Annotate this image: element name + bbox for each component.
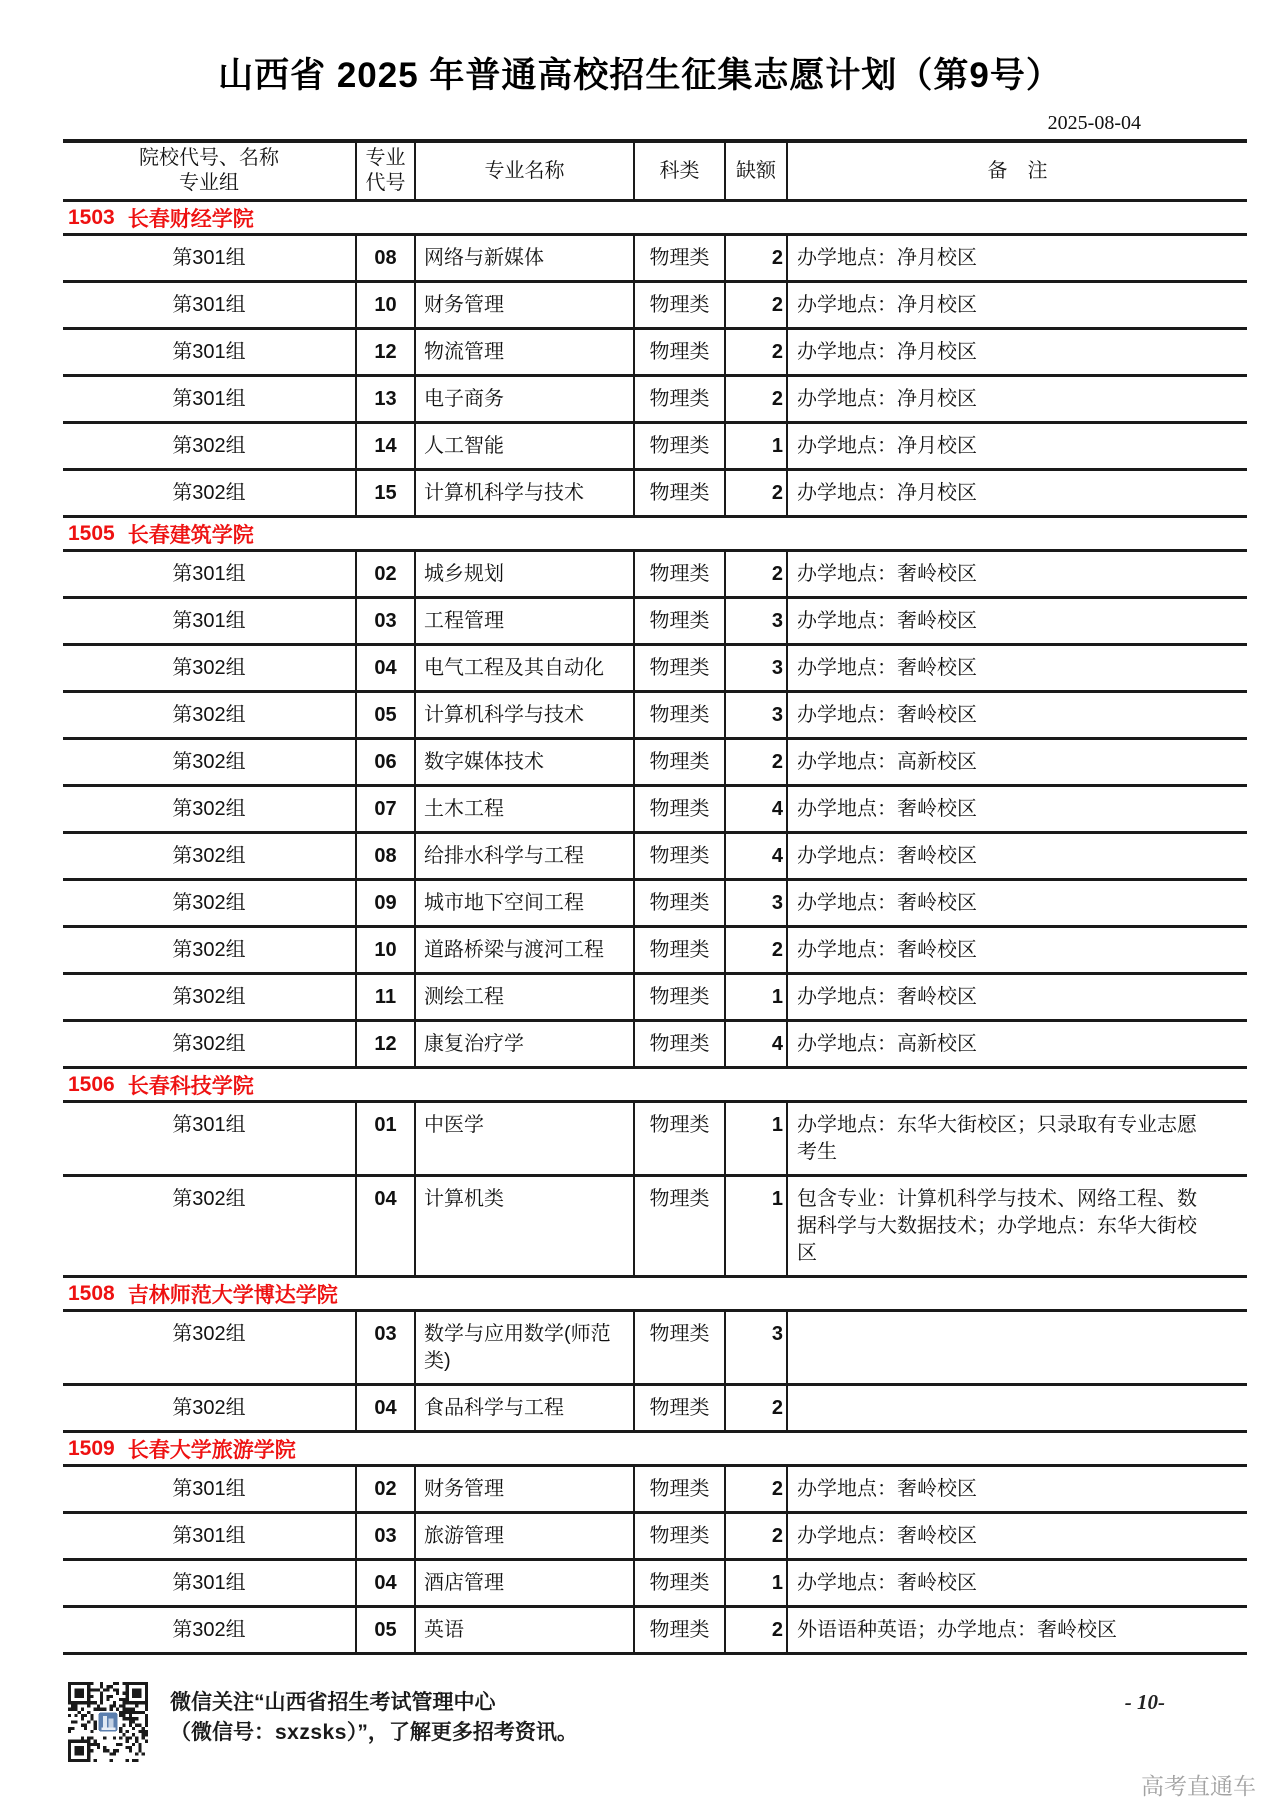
table-row (63, 693, 1247, 740)
cell-major-code: 08 (357, 236, 416, 280)
footer-note (170, 1688, 578, 1748)
cell-note: 外语语种英语；办学地点：奢岭校区 (797, 1619, 1117, 1641)
cell-vacancy: 1 (726, 1561, 788, 1605)
cell-major-name: 数字媒体技术 (416, 740, 635, 784)
cell-vacancy: 2 (726, 377, 788, 421)
cell-major-code: 04 (357, 646, 416, 690)
cell-group: 第302组 (63, 1608, 357, 1652)
table-row (63, 424, 1247, 471)
column-header-college-line2: 专业组 (179, 172, 239, 194)
cell-major-code: 10 (357, 928, 416, 972)
cell-major-code: 05 (357, 693, 416, 737)
column-header-note (788, 143, 1247, 199)
cell-major-name: 财务管理 (416, 283, 635, 327)
cell-vacancy: 2 (726, 330, 788, 374)
table-row (63, 236, 1247, 283)
table-row (63, 1312, 1247, 1386)
cell-category: 物理类 (635, 693, 726, 737)
cell-note (788, 1312, 1247, 1383)
cell-vacancy: 4 (726, 787, 788, 831)
column-header-vacancy (726, 143, 788, 199)
cell-major-name: 酒店管理 (416, 1561, 635, 1605)
cell-vacancy: 1 (726, 424, 788, 468)
cell-major-code: 06 (357, 740, 416, 784)
column-header-major-name (416, 143, 635, 199)
cell-note (788, 1386, 1247, 1430)
cell-major-name: 道路桥梁与渡河工程 (416, 928, 635, 972)
cell-note: 包含专业：计算机科学与技术、网络工程、数据科学与大数据技术；办学地点：东华大街校区 (797, 1188, 1197, 1264)
table-row (63, 1467, 1247, 1514)
column-header-note-label: 备 注 (987, 159, 1048, 182)
table-row (63, 283, 1247, 330)
cell-major-code: 15 (357, 471, 416, 515)
section-code: 1508 (68, 1281, 115, 1305)
cell-major-name: 电气工程及其自动化 (416, 646, 635, 690)
column-header-college-line1: 院校代号、名称 (139, 147, 279, 169)
section-code: 1506 (68, 1072, 115, 1096)
table-row (63, 881, 1247, 928)
cell-vacancy: 4 (726, 1022, 788, 1066)
table-row (63, 1561, 1247, 1608)
cell-major-code: 12 (357, 1022, 416, 1066)
cell-note: 办学地点：净月校区 (797, 482, 977, 504)
table-header-row (63, 143, 1247, 202)
cell-major-code: 07 (357, 787, 416, 831)
wechat-id: sxzsks (275, 1721, 347, 1744)
cell-vacancy: 2 (726, 552, 788, 596)
cell-major-code: 04 (357, 1561, 416, 1605)
cell-major-code: 04 (357, 1386, 416, 1430)
cell-category: 物理类 (635, 330, 726, 374)
cell-note: 办学地点：净月校区 (797, 294, 977, 316)
cell-major-code: 02 (357, 1467, 416, 1511)
cell-category: 物理类 (635, 1467, 726, 1511)
section-code: 1509 (68, 1436, 115, 1460)
cell-vacancy: 3 (726, 646, 788, 690)
publish-date: 2025-08-04 (1047, 112, 1141, 134)
cell-major-code: 12 (357, 330, 416, 374)
cell-category: 物理类 (635, 928, 726, 972)
cell-group: 第301组 (63, 1467, 357, 1511)
cell-note: 办学地点：净月校区 (797, 341, 977, 363)
column-header-major-code (357, 143, 416, 199)
cell-note: 办学地点：净月校区 (797, 435, 977, 457)
cell-group: 第302组 (63, 834, 357, 878)
cell-major-code: 08 (357, 834, 416, 878)
cell-note: 办学地点：奢岭校区 (797, 845, 977, 867)
cell-category: 物理类 (635, 236, 726, 280)
cell-category: 物理类 (635, 377, 726, 421)
table-row (63, 975, 1247, 1022)
cell-category: 物理类 (635, 646, 726, 690)
table-row (63, 471, 1247, 518)
cell-group: 第301组 (63, 552, 357, 596)
cell-major-name: 给排水科学与工程 (416, 834, 635, 878)
cell-vacancy: 2 (726, 1467, 788, 1511)
cell-group: 第302组 (63, 646, 357, 690)
cell-major-code: 03 (357, 1312, 416, 1383)
column-header-vacancy-label: 缺额 (736, 159, 776, 182)
cell-vacancy: 2 (726, 1386, 788, 1430)
cell-group: 第301组 (63, 1514, 357, 1558)
table-row (63, 1103, 1247, 1177)
cell-major-name: 康复治疗学 (416, 1022, 635, 1066)
cell-vacancy: 2 (726, 928, 788, 972)
cell-vacancy: 3 (726, 693, 788, 737)
admission-plan-table (63, 139, 1247, 1655)
section-college-name: 吉林师范大学博达学院 (127, 1283, 338, 1307)
section-code: 1505 (68, 521, 115, 545)
cell-vacancy: 2 (726, 236, 788, 280)
section-college-name: 长春财经学院 (127, 207, 254, 231)
cell-major-name: 英语 (416, 1608, 635, 1652)
table-row (63, 1022, 1247, 1069)
cell-vacancy: 4 (726, 834, 788, 878)
table-row (63, 1514, 1247, 1561)
table-row (63, 599, 1247, 646)
table-row (63, 928, 1247, 975)
cell-major-name: 网络与新媒体 (416, 236, 635, 280)
cell-group: 第302组 (63, 881, 357, 925)
section-header-row (63, 518, 1247, 552)
section-college-name: 长春科技学院 (127, 1074, 254, 1098)
cell-major-name: 中医学 (416, 1103, 635, 1174)
cell-major-code: 02 (357, 552, 416, 596)
table-row (63, 330, 1247, 377)
cell-group: 第302组 (63, 740, 357, 784)
cell-vacancy: 3 (726, 1312, 788, 1383)
cell-group: 第301组 (63, 599, 357, 643)
cell-group: 第302组 (63, 1022, 357, 1066)
cell-vacancy: 3 (726, 881, 788, 925)
cell-category: 物理类 (635, 975, 726, 1019)
cell-note: 办学地点：奢岭校区 (797, 610, 977, 632)
table-row (63, 1608, 1247, 1655)
cell-major-name: 食品科学与工程 (416, 1386, 635, 1430)
cell-major-code: 09 (357, 881, 416, 925)
cell-category: 物理类 (635, 552, 726, 596)
cell-category: 物理类 (635, 599, 726, 643)
cell-note: 办学地点：奢岭校区 (797, 1478, 977, 1500)
cell-category: 物理类 (635, 834, 726, 878)
cell-category: 物理类 (635, 424, 726, 468)
section-college-name: 长春建筑学院 (127, 523, 254, 547)
footer-note-line2 (170, 1718, 578, 1748)
table-row (63, 377, 1247, 424)
cell-group: 第302组 (63, 787, 357, 831)
cell-group: 第302组 (63, 1177, 357, 1275)
cell-major-code: 03 (357, 599, 416, 643)
cell-category: 物理类 (635, 471, 726, 515)
cell-note: 办学地点：奢岭校区 (797, 1572, 977, 1594)
column-header-college (63, 143, 357, 199)
cell-major-name: 计算机科学与技术 (416, 693, 635, 737)
table-row (63, 1386, 1247, 1433)
table-row (63, 1177, 1247, 1278)
cell-group: 第302组 (63, 693, 357, 737)
cell-major-name: 测绘工程 (416, 975, 635, 1019)
cell-group: 第302组 (63, 1312, 357, 1383)
cell-major-name: 电子商务 (416, 377, 635, 421)
cell-major-name: 工程管理 (416, 599, 635, 643)
cell-major-code: 04 (357, 1177, 416, 1275)
column-header-category-label: 科类 (659, 159, 700, 182)
cell-group: 第302组 (63, 471, 357, 515)
table-row (63, 740, 1247, 787)
cell-group: 第302组 (63, 975, 357, 1019)
footer-note-line2-prefix: （微信号： (170, 1721, 275, 1744)
page-footer (0, 1678, 1280, 1798)
section-college-name: 长春大学旅游学院 (127, 1438, 296, 1462)
page-title: 山西省 2025 年普通高校招生征集志愿计划（第9号） (218, 56, 1062, 95)
cell-note: 办学地点：奢岭校区 (797, 986, 977, 1008)
cell-major-code: 05 (357, 1608, 416, 1652)
cell-vacancy: 1 (726, 975, 788, 1019)
cell-vacancy: 2 (726, 1608, 788, 1652)
column-header-category (635, 143, 726, 199)
cell-group: 第302组 (63, 1386, 357, 1430)
cell-category: 物理类 (635, 1177, 726, 1275)
cell-category: 物理类 (635, 740, 726, 784)
cell-major-name: 人工智能 (416, 424, 635, 468)
cell-category: 物理类 (635, 1514, 726, 1558)
watermark: 高考直通车 (1141, 1773, 1256, 1799)
cell-major-name: 数学与应用数学(师范类) (416, 1312, 635, 1383)
cell-major-name: 旅游管理 (416, 1514, 635, 1558)
cell-vacancy: 3 (726, 599, 788, 643)
cell-note: 办学地点：净月校区 (797, 247, 977, 269)
cell-vacancy: 1 (726, 1177, 788, 1275)
cell-group: 第301组 (63, 330, 357, 374)
cell-group: 第301组 (63, 283, 357, 327)
column-header-major-name-label: 专业名称 (484, 159, 565, 182)
cell-note: 办学地点：奢岭校区 (797, 563, 977, 585)
cell-vacancy: 2 (726, 471, 788, 515)
cell-category: 物理类 (635, 1561, 726, 1605)
cell-major-code: 03 (357, 1514, 416, 1558)
cell-category: 物理类 (635, 787, 726, 831)
column-header-major-code-line2: 代号 (365, 172, 406, 194)
cell-major-name: 物流管理 (416, 330, 635, 374)
cell-major-code: 13 (357, 377, 416, 421)
cell-vacancy: 1 (726, 1103, 788, 1174)
cell-group: 第302组 (63, 424, 357, 468)
cell-group: 第302组 (63, 928, 357, 972)
section-header-row (63, 1278, 1247, 1312)
footer-note-line1: 微信关注“山西省招生考试管理中心 (170, 1691, 496, 1714)
footer-note-line2-suffix: ）”，了解更多招考资讯。 (346, 1721, 578, 1744)
cell-category: 物理类 (635, 1103, 726, 1174)
cell-major-code: 01 (357, 1103, 416, 1174)
cell-group: 第301组 (63, 236, 357, 280)
cell-category: 物理类 (635, 881, 726, 925)
section-code: 1503 (68, 205, 115, 229)
table-row (63, 787, 1247, 834)
cell-major-name: 计算机科学与技术 (416, 471, 635, 515)
table-row (63, 834, 1247, 881)
cell-vacancy: 2 (726, 283, 788, 327)
cell-category: 物理类 (635, 1022, 726, 1066)
page-number: - 10- (1124, 1690, 1165, 1714)
cell-major-name: 城乡规划 (416, 552, 635, 596)
wechat-qr-code (68, 1682, 148, 1762)
cell-major-code: 11 (357, 975, 416, 1019)
section-header-row (63, 202, 1247, 236)
cell-note: 办学地点：奢岭校区 (797, 1525, 977, 1547)
section-header-row (63, 1069, 1247, 1103)
cell-category: 物理类 (635, 1312, 726, 1383)
cell-note: 办学地点：奢岭校区 (797, 798, 977, 820)
table-row (63, 646, 1247, 693)
cell-major-name: 财务管理 (416, 1467, 635, 1511)
cell-category: 物理类 (635, 1386, 726, 1430)
cell-note: 办学地点：净月校区 (797, 388, 977, 410)
cell-note: 办学地点：奢岭校区 (797, 657, 977, 679)
cell-category: 物理类 (635, 283, 726, 327)
cell-note: 办学地点：奢岭校区 (797, 892, 977, 914)
column-header-major-code-line1: 专业 (365, 147, 406, 169)
cell-group: 第301组 (63, 1103, 357, 1174)
cell-major-code: 10 (357, 283, 416, 327)
cell-group: 第301组 (63, 377, 357, 421)
cell-major-name: 计算机类 (416, 1177, 635, 1275)
cell-note: 办学地点：东华大街校区；只录取有专业志愿考生 (797, 1114, 1197, 1163)
cell-vacancy: 2 (726, 1514, 788, 1558)
cell-note: 办学地点：奢岭校区 (797, 939, 977, 961)
cell-note: 办学地点：高新校区 (797, 751, 977, 773)
cell-major-name: 土木工程 (416, 787, 635, 831)
cell-category: 物理类 (635, 1608, 726, 1652)
cell-major-name: 城市地下空间工程 (416, 881, 635, 925)
cell-note: 办学地点：高新校区 (797, 1033, 977, 1055)
table-row (63, 552, 1247, 599)
cell-group: 第301组 (63, 1561, 357, 1605)
table-body (63, 202, 1247, 1655)
cell-major-code: 14 (357, 424, 416, 468)
cell-note: 办学地点：奢岭校区 (797, 704, 977, 726)
section-header-row (63, 1433, 1247, 1467)
cell-vacancy: 2 (726, 740, 788, 784)
